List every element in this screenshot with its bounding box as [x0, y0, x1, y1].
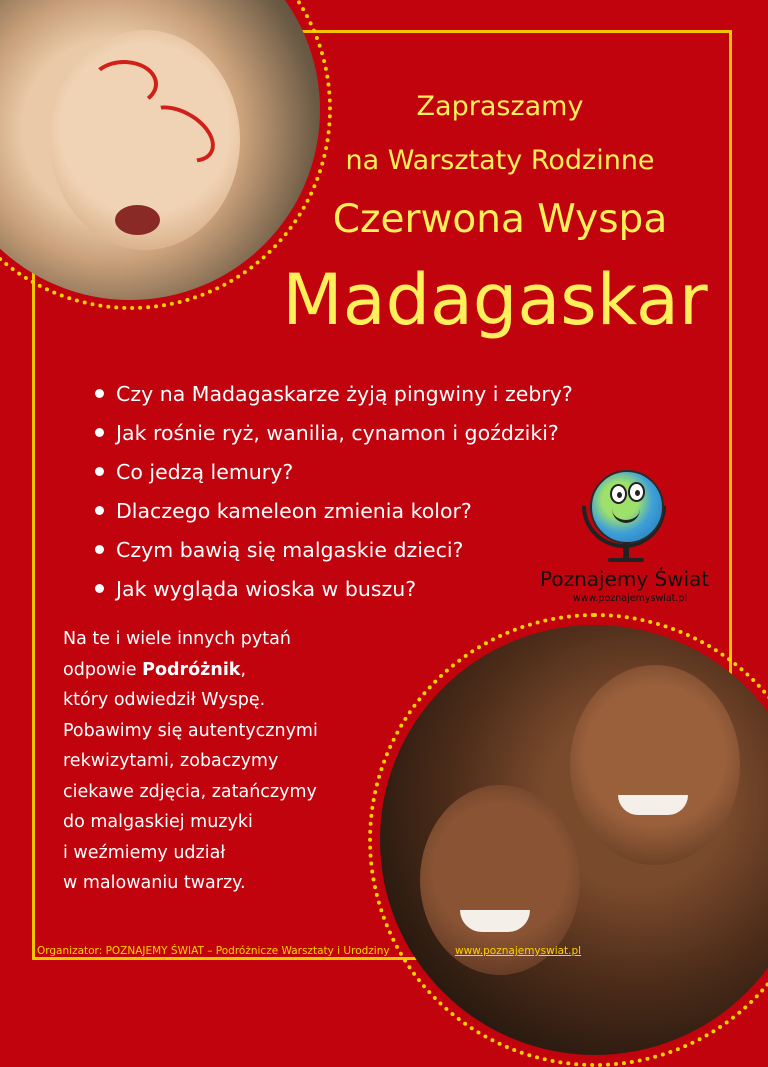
- bullet-icon: [95, 584, 104, 593]
- question-list: [95, 375, 573, 609]
- traveler-highlight: Podróżnik: [142, 659, 241, 680]
- globe-base: [608, 558, 644, 562]
- description-paragraph: Na te i wiele innych pytań odpowie Podróżnik, który odwiedził Wyspę. Pobawimy się autentycznymi rekwizytami, zobaczymy ciekawe zdjęcia, zatańczymy do malgaskiej muzyki i weźmiemy udział w malowaniu twarzy.: [63, 629, 318, 893]
- bullet-icon: [95, 389, 104, 398]
- eye-icon: [628, 482, 645, 502]
- logo-name: Poznajemy Świat: [540, 567, 710, 591]
- invite-line: Zapraszamy: [416, 91, 584, 122]
- subtitle: Czerwona Wyspa: [332, 197, 668, 242]
- list-item: Czym bawią się malgaskie dzieci?: [95, 531, 573, 570]
- list-item: Jak wygląda wioska w buszu?: [95, 570, 573, 609]
- poznajemy-swiat-logo: [528, 470, 718, 610]
- list-item: Jak rośnie ryż, wanilia, cynamon i goździki?: [95, 414, 573, 453]
- list-item: Dlaczego kameleon zmienia kolor?: [95, 492, 573, 531]
- page-title: Madagaskar: [282, 259, 708, 341]
- bullet-icon: [95, 545, 104, 554]
- bullet-icon: [95, 428, 104, 437]
- organizer-footer: Organizator: POZNAJEMY ŚWIAT – Podróżnicze Warsztaty i Urodziny: [37, 945, 390, 957]
- bullet-icon: [95, 506, 104, 515]
- website-link[interactable]: www.poznajemyswiat.pl: [455, 945, 582, 957]
- logo-url: www.poznajemyswiat.pl: [573, 593, 688, 604]
- bullet-icon: [95, 467, 104, 476]
- workshop-line: na Warsztaty Rodzinne: [345, 145, 655, 176]
- eye-icon: [610, 484, 627, 504]
- list-item: Co jedzą lemury?: [95, 453, 573, 492]
- list-item: Czy na Madagaskarze żyją pingwiny i zebry?: [95, 375, 573, 414]
